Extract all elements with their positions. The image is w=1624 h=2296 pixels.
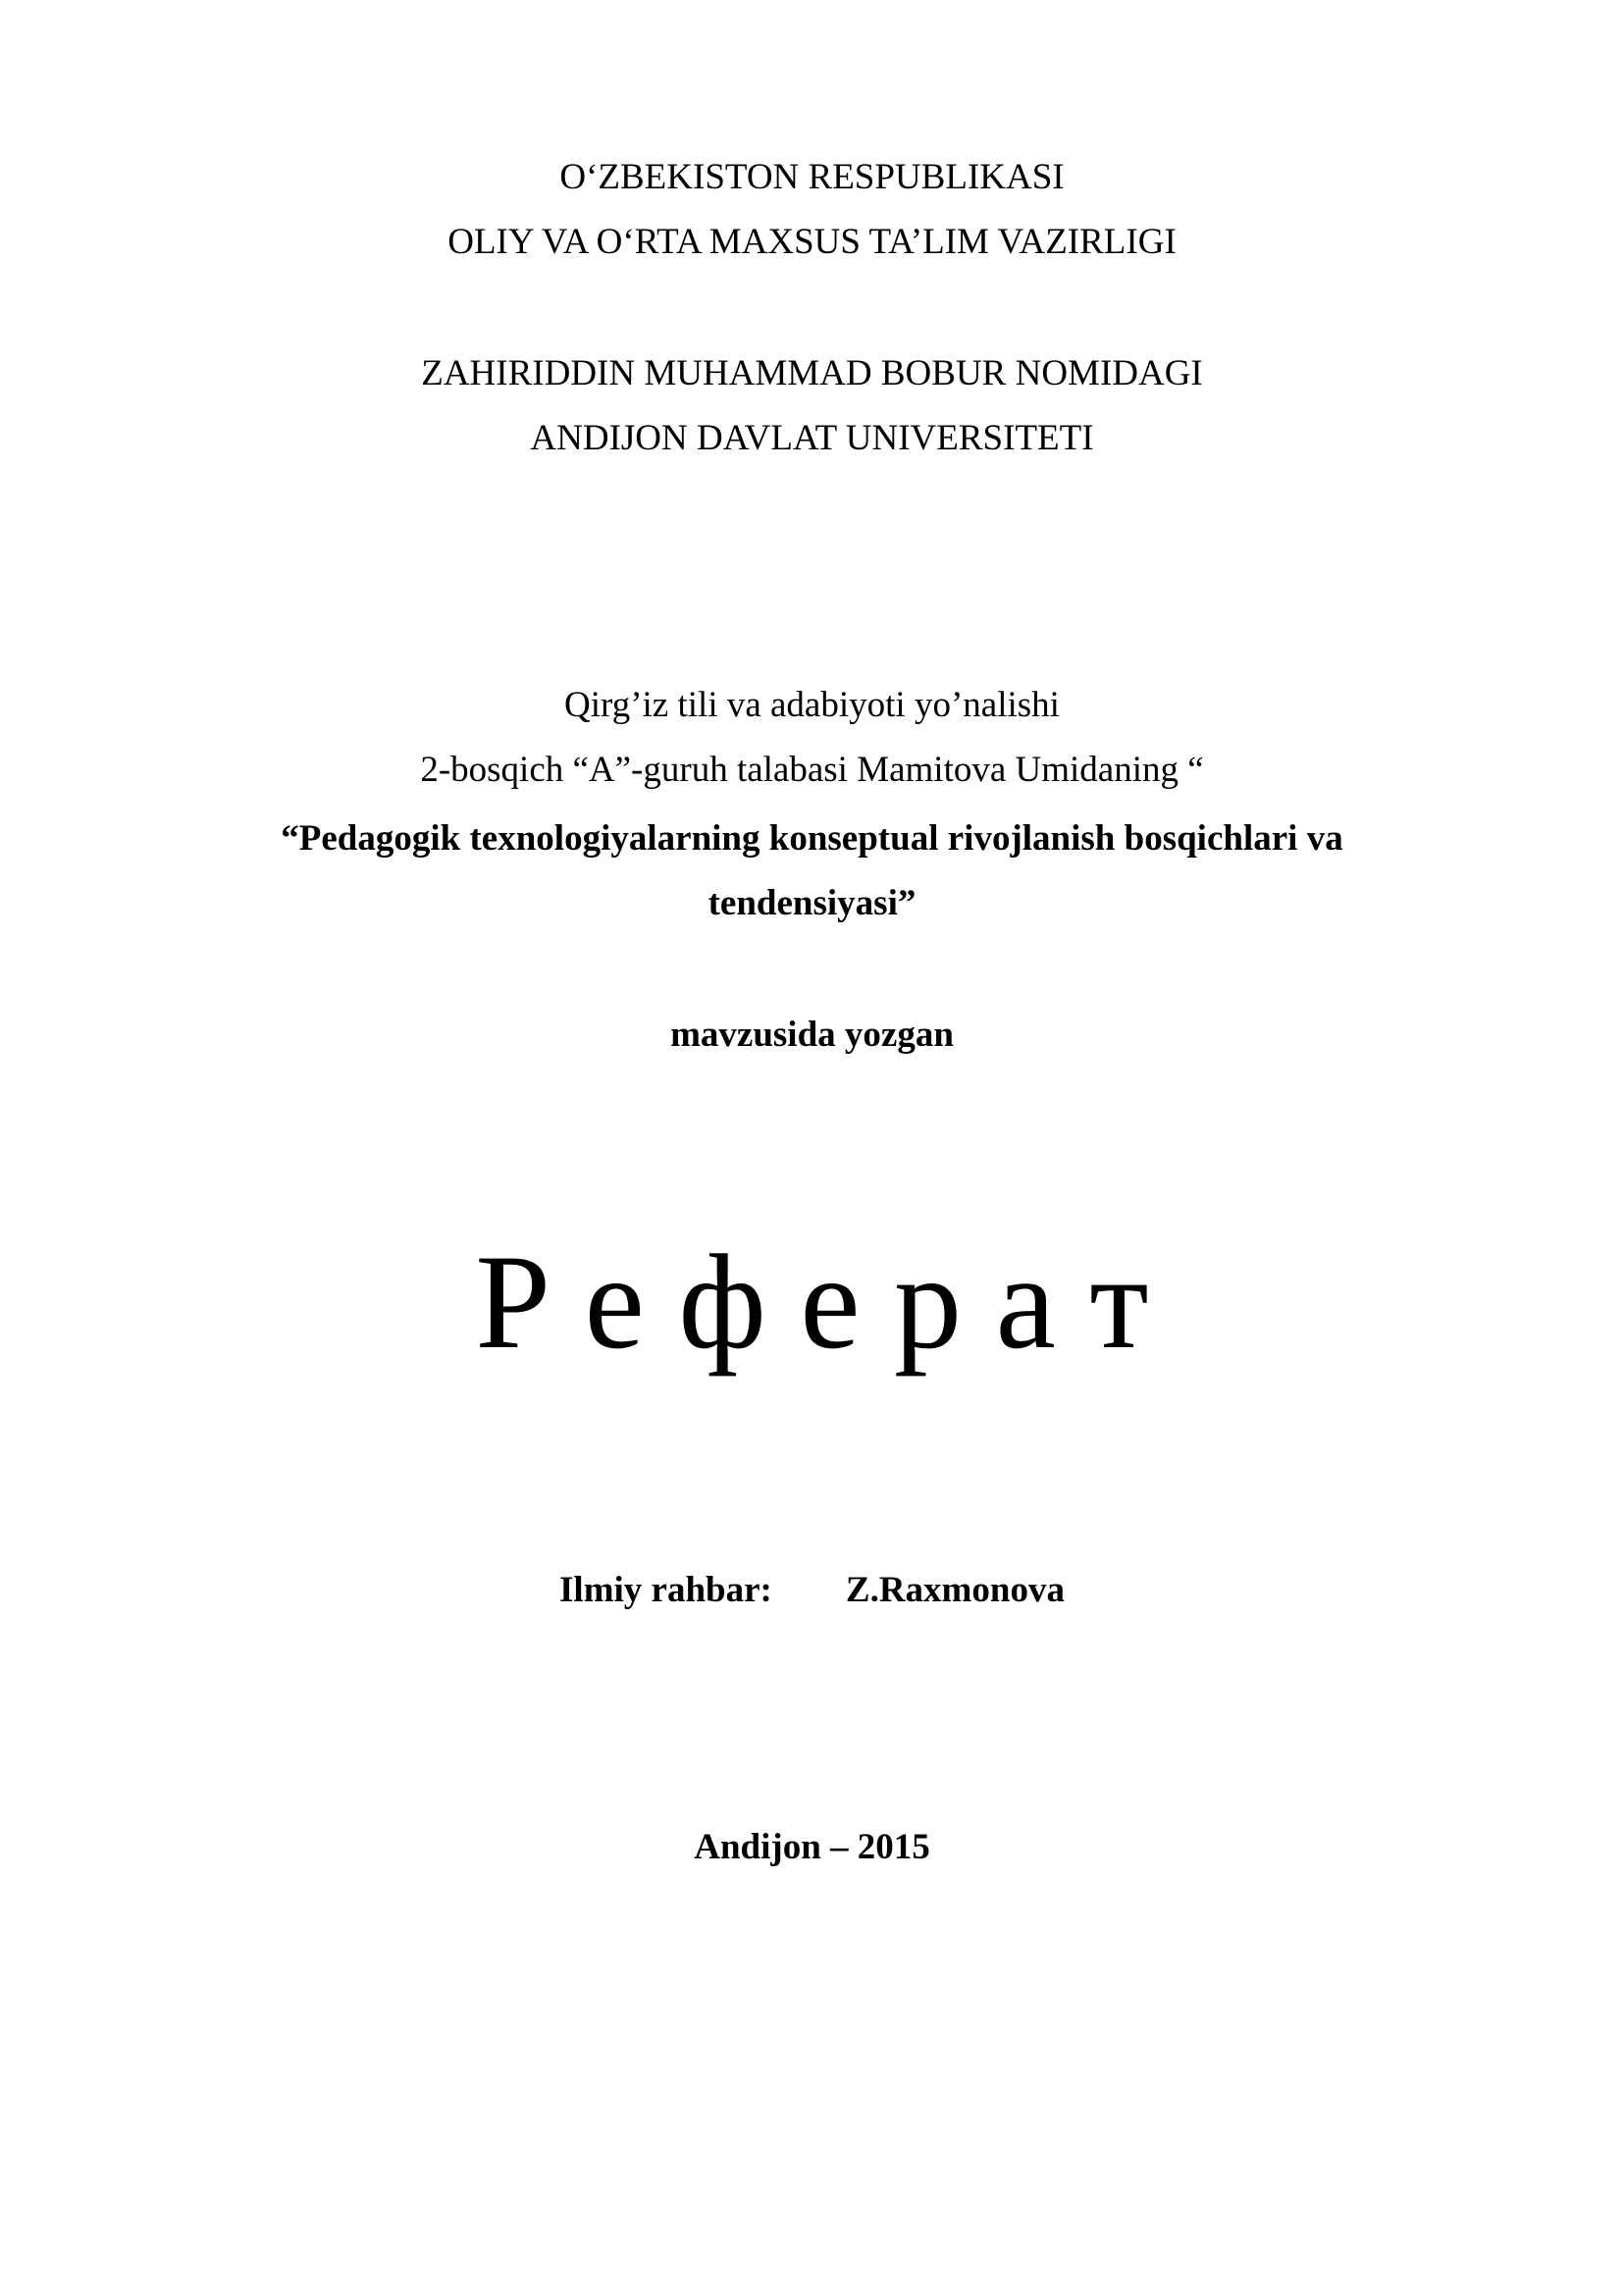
university-name-line2: ANDIJON DAVLAT UNIVERSITETI bbox=[530, 418, 1094, 458]
title-letter: а bbox=[995, 1226, 1056, 1377]
title-letter: Р bbox=[475, 1226, 551, 1377]
supervisor-name: Z.Raxmonova bbox=[845, 1570, 1065, 1610]
supervisor-label: Ilmiy rahbar: bbox=[559, 1570, 772, 1610]
ministry-title: OLIY VA O‘RTA MAXSUS TA’LIM VAZIRLIGI bbox=[447, 222, 1177, 262]
place-and-year: Andijon – 2015 bbox=[694, 1827, 930, 1867]
title-letter: т bbox=[1089, 1226, 1149, 1377]
written-on-topic: mavzusida yozgan bbox=[670, 1015, 954, 1055]
document-type-title bbox=[0, 1226, 1624, 1377]
supervisor-row bbox=[0, 1572, 1624, 1608]
topic-title-line1: “Pedagogik texnologiyalarning konseptual rivojlanish bosqichlari va bbox=[281, 818, 1343, 859]
title-letter: е bbox=[800, 1226, 861, 1377]
republic-title: O‘ZBEKISTON RESPUBLIKASI bbox=[559, 157, 1065, 197]
student-group-line: 2-bosqich “A”-guruh talabasi Mamitova Umidaning “ bbox=[420, 750, 1204, 790]
title-letter: р bbox=[894, 1226, 963, 1377]
title-letter: ф bbox=[678, 1226, 766, 1377]
title-letter: е bbox=[584, 1226, 645, 1377]
topic-title-line2: tendensiyasi” bbox=[707, 883, 917, 923]
study-direction: Qirg’iz tili va adabiyoti yo’nalishi bbox=[564, 685, 1060, 725]
university-name-line1: ZAHIRIDDIN MUHAMMAD BOBUR NOMIDAGI bbox=[421, 353, 1203, 393]
